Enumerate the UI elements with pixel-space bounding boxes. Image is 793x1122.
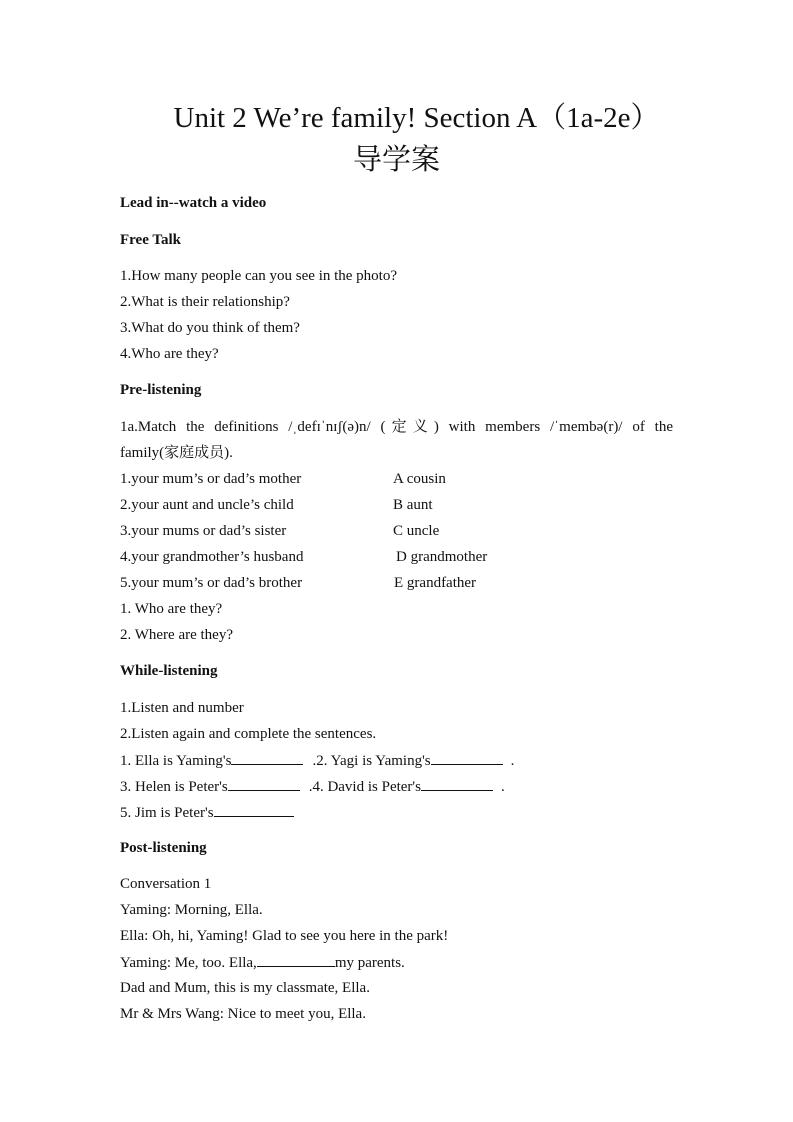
- sentence-text: .4. David is Peter's: [308, 779, 421, 795]
- definition-item: 4.your grandmother’s husband: [120, 549, 304, 565]
- free-talk-heading: Free Talk: [120, 232, 181, 248]
- free-talk-question: 3.What do you think of them?: [120, 320, 300, 336]
- conversation-text: my parents.: [334, 955, 405, 971]
- sentence-text: 3. Helen is Peter's: [120, 779, 228, 795]
- match-option: C uncle: [393, 523, 440, 539]
- definition-item: 2.your aunt and uncle’s child: [120, 497, 294, 513]
- sentence-end: .: [510, 753, 515, 769]
- pre-listening-question: 2. Where are they?: [120, 627, 233, 643]
- sentence-text: .2. Yagi is Yaming's: [312, 753, 431, 769]
- answer-blank[interactable]: [231, 750, 303, 765]
- match-option: E grandfather: [394, 575, 477, 591]
- page-subtitle: 导学案: [352, 144, 440, 176]
- answer-blank[interactable]: [257, 952, 335, 967]
- page-title: Unit 2 We’re family! Section A（1a-2e）: [173, 102, 660, 134]
- conversation-line: Yaming: Morning, Ella.: [120, 902, 263, 918]
- answer-blank[interactable]: [431, 750, 503, 765]
- post-listening-heading: Post-listening: [120, 840, 207, 856]
- fill-in-sentence-row: [120, 776, 505, 797]
- free-talk-question: 1.How many people can you see in the photo?: [120, 268, 398, 284]
- answer-blank[interactable]: [214, 802, 294, 817]
- conversation-text: Yaming: Me, too. Ella,: [120, 955, 257, 971]
- conversation-line: [120, 952, 405, 973]
- sentence-text: 1. Ella is Yaming's: [120, 753, 232, 769]
- match-instruction-cont: family(家庭成员).: [120, 445, 233, 461]
- conversation-title: Conversation 1: [120, 876, 212, 892]
- match-instruction: 1a.Match the definitions /ˌdefɪˈnɪʃ(ə)n/ (定义) with members /ˈmembə(r)/ of the: [120, 419, 673, 435]
- sentence-text: 5. Jim is Peter's: [120, 805, 214, 821]
- conversation-line: Dad and Mum, this is my classmate, Ella.: [120, 980, 370, 996]
- definition-item: 5.your mum’s or dad’s brother: [120, 575, 303, 591]
- definition-item: 1.your mum’s or dad’s mother: [120, 471, 302, 487]
- match-option: B aunt: [393, 497, 433, 513]
- pre-listening-heading: Pre-listening: [120, 382, 202, 398]
- answer-blank[interactable]: [421, 776, 493, 791]
- fill-in-sentence-row: [120, 802, 294, 823]
- while-listening-step: 1.Listen and number: [120, 700, 244, 716]
- match-option: D grandmother: [396, 549, 488, 565]
- match-option: A cousin: [393, 471, 446, 487]
- definition-item: 3.your mums or dad’s sister: [120, 523, 287, 539]
- pre-listening-question: 1. Who are they?: [120, 601, 223, 617]
- sentence-end: .: [500, 779, 505, 795]
- answer-blank[interactable]: [228, 776, 300, 791]
- while-listening-heading: While-listening: [120, 663, 218, 679]
- while-listening-step: 2.Listen again and complete the sentences.: [120, 726, 377, 742]
- fill-in-sentence-row: [120, 750, 514, 771]
- lead-in-heading: Lead in--watch a video: [120, 195, 267, 211]
- conversation-line: Mr & Mrs Wang: Nice to meet you, Ella.: [120, 1006, 366, 1022]
- free-talk-question: 4.Who are they?: [120, 346, 219, 362]
- conversation-line: Ella: Oh, hi, Yaming! Glad to see you here in the park!: [120, 928, 449, 944]
- free-talk-question: 2.What is their relationship?: [120, 294, 290, 310]
